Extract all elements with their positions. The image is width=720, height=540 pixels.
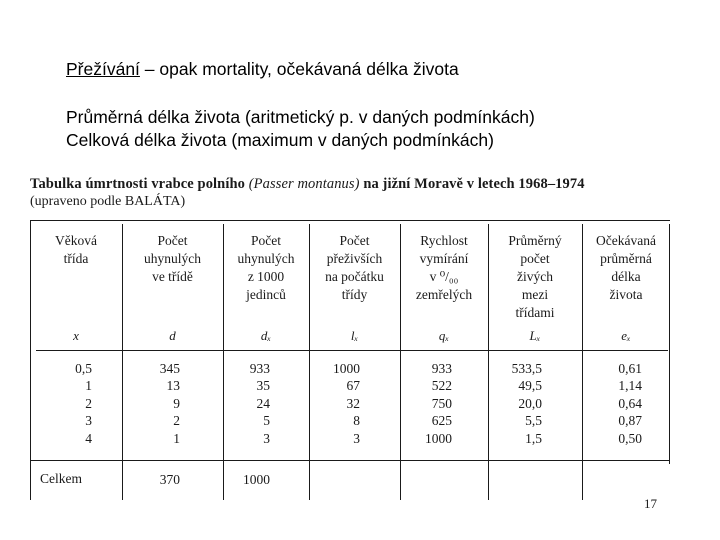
column-line xyxy=(582,224,583,500)
table-cell: 5,5 xyxy=(525,413,542,429)
symbol-lx: lₓ xyxy=(350,328,359,343)
table-source: (upraveno podle BALÁTA) xyxy=(30,194,186,209)
total-lifespan-line: Celková délka života (maximum v daných podmínkách) xyxy=(66,130,494,150)
header-text: Průměrný xyxy=(508,233,562,248)
header-text: Rychlost xyxy=(420,233,468,248)
column-line xyxy=(669,224,670,464)
header-divider xyxy=(36,350,668,351)
header-text: Počet xyxy=(339,233,370,248)
header-text: Počet xyxy=(251,233,281,248)
header-life-expectancy xyxy=(584,232,668,304)
page-number: 17 xyxy=(644,496,657,511)
table-cell: 1 xyxy=(173,430,180,446)
header-text: třída xyxy=(63,251,89,266)
column-line xyxy=(309,224,310,500)
column-dx xyxy=(226,360,270,447)
table-caption xyxy=(30,176,585,193)
table-cell: 1,5 xyxy=(525,430,542,446)
slide-heading xyxy=(66,58,459,80)
table-cell: 0,5 xyxy=(75,361,92,376)
table-cell: 32 xyxy=(346,395,360,411)
header-text: vymírání xyxy=(419,251,469,266)
heading-term: Přežívání xyxy=(66,59,140,79)
table-cell: 5 xyxy=(263,413,270,429)
caption-tail: na jižní Moravě v letech 1968–1974 xyxy=(363,176,585,192)
table-cell: 1000 xyxy=(333,361,360,376)
column-ex xyxy=(586,360,642,447)
header-text: zemřelých xyxy=(415,287,473,302)
table-cell: 0,50 xyxy=(618,430,642,446)
table-cell: 625 xyxy=(431,413,452,429)
header-text: mezi xyxy=(521,287,549,302)
header-deaths-per-1000 xyxy=(225,232,307,304)
symbol-Lx: Lₓ xyxy=(529,328,541,343)
header-survivors xyxy=(311,232,398,304)
table-cell: 8 xyxy=(353,413,360,429)
table-cell: 1000 xyxy=(425,430,452,446)
column-line xyxy=(30,220,31,500)
header-text: počet xyxy=(520,251,550,266)
column-line xyxy=(400,224,401,500)
table-cell: 0,64 xyxy=(618,395,642,411)
table-cell: 0,61 xyxy=(618,361,642,376)
table-cell: 4 xyxy=(85,430,92,446)
header-text: Věková xyxy=(55,233,97,248)
table-cell: 9 xyxy=(173,395,180,411)
table-cell: 2 xyxy=(173,413,180,429)
header-deaths-in-class xyxy=(124,232,221,286)
header-text: Očekávaná xyxy=(596,233,656,248)
table-cell: 24 xyxy=(256,395,270,411)
table-cell: 533,5 xyxy=(511,361,542,376)
header-text: uhynulých xyxy=(144,251,201,266)
header-mortality-rate xyxy=(402,232,486,304)
table-cell: 49,5 xyxy=(518,378,542,394)
symbol-x: x xyxy=(73,328,79,343)
header-text: třídy xyxy=(341,287,368,302)
table-cell: 522 xyxy=(431,378,452,394)
column-line xyxy=(223,224,224,500)
caption-bold: Tabulka úmrtnosti vrabce polního xyxy=(30,176,245,192)
column-d xyxy=(126,360,180,447)
header-text: přeživších xyxy=(326,251,383,266)
table-cell: 345 xyxy=(159,361,180,376)
average-lifespan-line: Průměrná délka života (aritmetický p. v daných podmínkách) xyxy=(66,107,535,127)
column-line xyxy=(488,224,489,500)
table-cell: 3 xyxy=(353,430,360,446)
header-text: života xyxy=(609,287,643,302)
table-cell: 13 xyxy=(166,378,180,394)
column-qx xyxy=(402,360,452,447)
header-age-class xyxy=(32,232,120,268)
table-cell: 3 xyxy=(263,430,270,446)
column-age xyxy=(32,360,92,447)
header-average-alive xyxy=(490,232,580,322)
mortality-table-scan xyxy=(26,176,676,518)
symbol-ex: eₓ xyxy=(621,328,631,343)
table-cell: 3 xyxy=(85,413,92,429)
column-line xyxy=(122,224,123,500)
header-text: z 1000 xyxy=(247,269,285,284)
symbol-d: d xyxy=(169,328,176,343)
caption-latin: (Passer montanus) xyxy=(248,176,360,192)
table-cell: 67 xyxy=(346,378,360,394)
header-text: délka xyxy=(611,269,641,284)
header-text: na počátku xyxy=(325,269,384,284)
table-cell: 1 xyxy=(85,378,92,394)
table-cell: 1,14 xyxy=(618,378,642,394)
table-cell: 35 xyxy=(256,378,270,394)
table-cell: 2 xyxy=(85,395,92,411)
heading-rest: – opak mortality, očekávaná délka života xyxy=(139,59,459,79)
table-cell: 933 xyxy=(431,361,452,376)
total-d: 370 xyxy=(159,472,180,487)
header-text: jedinců xyxy=(246,287,286,302)
table-cell: 0,87 xyxy=(618,413,642,429)
table-cell: 750 xyxy=(431,395,452,411)
header-text: uhynulých xyxy=(237,251,295,266)
header-text: ve třídě xyxy=(152,269,193,284)
header-text: průměrná xyxy=(600,251,652,266)
table-top-rule xyxy=(30,220,670,221)
symbol-dx: dₓ xyxy=(260,328,272,343)
header-text: živých xyxy=(517,269,553,284)
total-label: Celkem xyxy=(40,471,82,486)
table-cell: 20,0 xyxy=(518,395,542,411)
table-cell: 933 xyxy=(249,361,270,376)
column-Lx xyxy=(490,360,542,447)
total-divider xyxy=(30,460,670,461)
header-text: v ⁰/₀₀ xyxy=(429,269,459,284)
header-text: třídami xyxy=(515,305,555,320)
symbol-qx: qₓ xyxy=(438,328,450,343)
total-dx: 1000 xyxy=(243,472,270,487)
header-text: Počet xyxy=(157,233,188,248)
column-lx xyxy=(312,360,360,447)
